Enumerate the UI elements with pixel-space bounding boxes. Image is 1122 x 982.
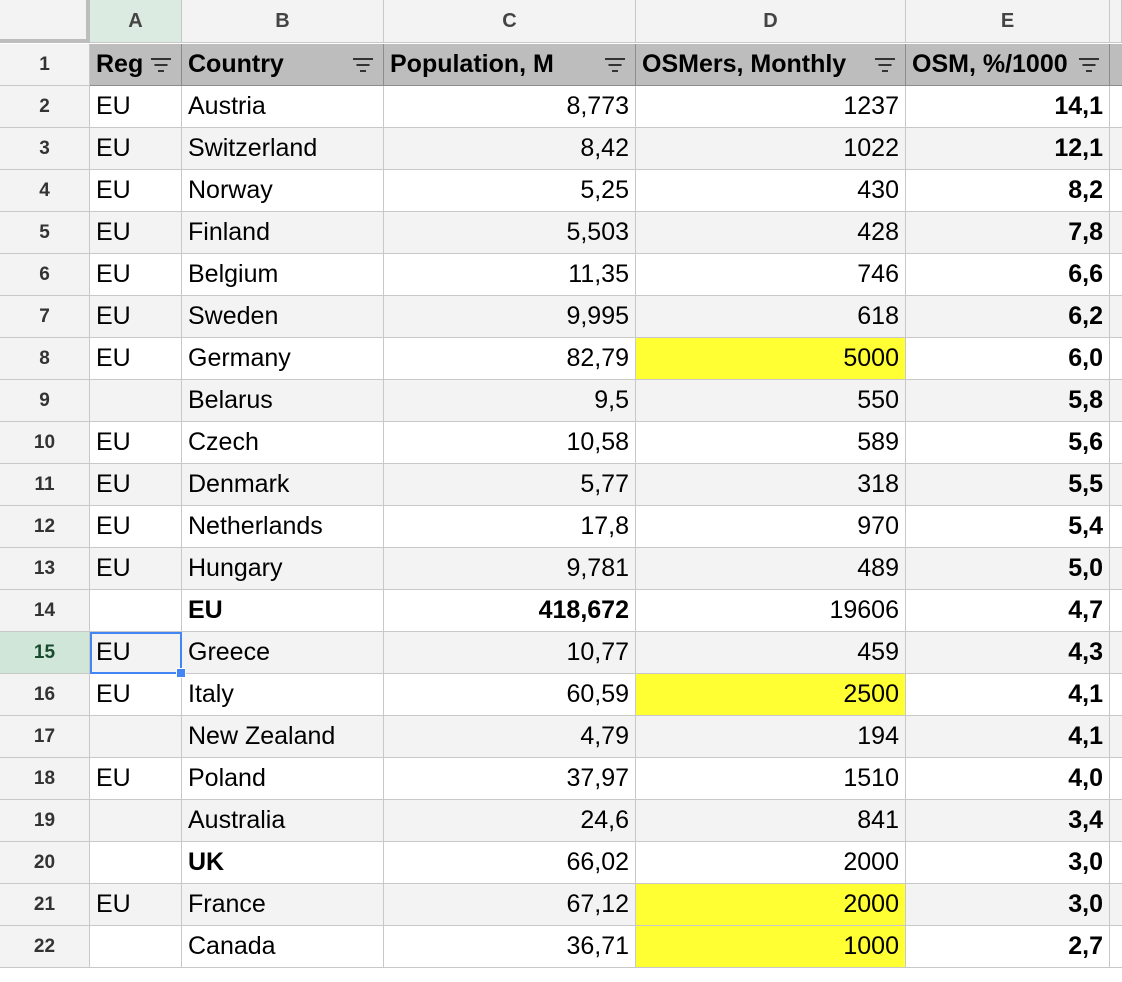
cell-population[interactable]: 8,773 <box>384 86 636 128</box>
cell-population[interactable]: 5,503 <box>384 212 636 254</box>
filter-icon[interactable] <box>149 55 173 75</box>
cell-region[interactable] <box>90 926 182 968</box>
cell-osm-pct[interactable]: 14,1 <box>906 86 1110 128</box>
cell-osm-pct[interactable]: 6,6 <box>906 254 1110 296</box>
cell-f-partial[interactable] <box>1110 212 1122 254</box>
cell-osm-pct[interactable]: 5,8 <box>906 380 1110 422</box>
filter-icon[interactable] <box>351 55 375 75</box>
cell-population[interactable]: 9,5 <box>384 380 636 422</box>
cell-region[interactable]: EU <box>90 212 182 254</box>
row-number[interactable]: 1 <box>0 44 90 86</box>
cell-osmers-monthly[interactable]: 428 <box>636 212 906 254</box>
row-number[interactable]: 20 <box>0 842 90 884</box>
table-row <box>0 254 1122 296</box>
cell-osmers-monthly[interactable]: 430 <box>636 170 906 212</box>
row-number[interactable]: 13 <box>0 548 90 590</box>
cell-osmers-monthly[interactable]: 489 <box>636 548 906 590</box>
cell-osm-pct[interactable]: 12,1 <box>906 128 1110 170</box>
cell-osmers-monthly[interactable]: 618 <box>636 296 906 338</box>
cell-country[interactable]: EU <box>182 590 384 632</box>
cell-region[interactable] <box>90 590 182 632</box>
cell-country[interactable]: Italy <box>182 674 384 716</box>
cell-osmers-monthly[interactable]: 1000 <box>636 926 906 968</box>
cell-osm-pct[interactable]: 4,3 <box>906 632 1110 674</box>
header-cell-population[interactable] <box>384 44 636 86</box>
column-header-d[interactable]: D <box>636 0 906 43</box>
row-number[interactable]: 6 <box>0 254 90 296</box>
cell-country[interactable]: Hungary <box>182 548 384 590</box>
cell-osmers-monthly[interactable]: 194 <box>636 716 906 758</box>
table-row <box>0 926 1122 968</box>
table-row <box>0 86 1122 128</box>
header-label: Population, M <box>390 50 554 78</box>
cell-osm-pct[interactable]: 3,0 <box>906 842 1110 884</box>
cell-f-partial[interactable] <box>1110 548 1122 590</box>
cell-country[interactable]: Denmark <box>182 464 384 506</box>
row-number[interactable]: 16 <box>0 674 90 716</box>
cell-population[interactable]: 66,02 <box>384 842 636 884</box>
cell-region[interactable]: EU <box>90 170 182 212</box>
cell-osm-pct[interactable]: 4,7 <box>906 590 1110 632</box>
cell-osmers-monthly[interactable]: 2000 <box>636 842 906 884</box>
table-row <box>0 758 1122 800</box>
cell-region[interactable]: EU <box>90 506 182 548</box>
cell-osmers-monthly[interactable]: 1022 <box>636 128 906 170</box>
cell-population[interactable]: 9,781 <box>384 548 636 590</box>
table-row <box>0 548 1122 590</box>
cell-osm-pct[interactable]: 4,1 <box>906 674 1110 716</box>
table-row <box>0 296 1122 338</box>
cell-f-partial[interactable] <box>1110 86 1122 128</box>
cell-country[interactable]: Belarus <box>182 380 384 422</box>
cell-country[interactable]: Switzerland <box>182 128 384 170</box>
cell-population[interactable]: 82,79 <box>384 338 636 380</box>
cell-population[interactable]: 4,79 <box>384 716 636 758</box>
cell-f-partial[interactable] <box>1110 716 1122 758</box>
cell-osm-pct[interactable]: 8,2 <box>906 170 1110 212</box>
cell-osmers-monthly[interactable]: 5000 <box>636 338 906 380</box>
table-row <box>0 506 1122 548</box>
row-number[interactable]: 19 <box>0 800 90 842</box>
header-cell-f-partial[interactable] <box>1110 44 1122 86</box>
cell-region[interactable]: EU <box>90 548 182 590</box>
cell-osm-pct[interactable]: 5,5 <box>906 464 1110 506</box>
header-cell-osm-pct[interactable] <box>906 44 1110 86</box>
header-label: Reg <box>96 50 144 78</box>
cell-f-partial[interactable] <box>1110 674 1122 716</box>
cell-f-partial[interactable] <box>1110 632 1122 674</box>
cell-country[interactable]: Austria <box>182 86 384 128</box>
cell-population[interactable]: 37,97 <box>384 758 636 800</box>
cell-country[interactable]: New Zealand <box>182 716 384 758</box>
cell-population[interactable]: 10,77 <box>384 632 636 674</box>
row-number[interactable]: 10 <box>0 422 90 464</box>
select-all-corner[interactable] <box>0 0 90 43</box>
cell-population[interactable]: 67,12 <box>384 884 636 926</box>
header-cell-reg[interactable] <box>90 44 182 86</box>
row-number[interactable]: 14 <box>0 590 90 632</box>
cell-population[interactable]: 11,35 <box>384 254 636 296</box>
cell-region[interactable]: EU <box>90 464 182 506</box>
cell-country[interactable]: UK <box>182 842 384 884</box>
column-header-f-partial[interactable] <box>1110 0 1122 43</box>
header-row <box>0 44 1122 86</box>
table-row <box>0 716 1122 758</box>
cell-osm-pct[interactable]: 3,0 <box>906 884 1110 926</box>
cell-country[interactable]: Australia <box>182 800 384 842</box>
cell-osmers-monthly[interactable]: 19606 <box>636 590 906 632</box>
cell-osmers-monthly[interactable]: 970 <box>636 506 906 548</box>
cell-osmers-monthly[interactable]: 2500 <box>636 674 906 716</box>
table-row <box>0 632 1122 674</box>
cell-country[interactable]: France <box>182 884 384 926</box>
table-row <box>0 842 1122 884</box>
cell-population[interactable]: 8,42 <box>384 128 636 170</box>
cell-region[interactable]: EU <box>90 674 182 716</box>
cell-osmers-monthly[interactable]: 550 <box>636 380 906 422</box>
cell-country[interactable]: Germany <box>182 338 384 380</box>
cell-f-partial[interactable] <box>1110 464 1122 506</box>
table-row <box>0 464 1122 506</box>
cell-osmers-monthly[interactable]: 318 <box>636 464 906 506</box>
cell-country[interactable]: Netherlands <box>182 506 384 548</box>
cell-f-partial[interactable] <box>1110 926 1122 968</box>
cell-population[interactable]: 9,995 <box>384 296 636 338</box>
cell-region[interactable] <box>90 800 182 842</box>
header-label: OSMers, Monthly <box>642 50 847 78</box>
cell-f-partial[interactable] <box>1110 842 1122 884</box>
row-number[interactable]: 7 <box>0 296 90 338</box>
cell-osmers-monthly[interactable]: 2000 <box>636 884 906 926</box>
header-label: OSM, %/1000 <box>912 50 1068 78</box>
cell-region[interactable]: EU <box>90 632 182 674</box>
table-row <box>0 212 1122 254</box>
cell-population[interactable]: 60,59 <box>384 674 636 716</box>
header-cell-osmers[interactable] <box>636 44 906 86</box>
cell-osm-pct[interactable]: 2,7 <box>906 926 1110 968</box>
cell-region[interactable]: EU <box>90 884 182 926</box>
column-header-e[interactable]: E <box>906 0 1110 43</box>
cell-population[interactable]: 5,77 <box>384 464 636 506</box>
cell-f-partial[interactable] <box>1110 254 1122 296</box>
header-label: Country <box>188 50 284 78</box>
cell-osm-pct[interactable]: 4,1 <box>906 716 1110 758</box>
row-number[interactable]: 3 <box>0 128 90 170</box>
cell-f-partial[interactable] <box>1110 506 1122 548</box>
row-number[interactable]: 4 <box>0 170 90 212</box>
cell-osm-pct[interactable]: 5,4 <box>906 506 1110 548</box>
row-number[interactable]: 22 <box>0 926 90 968</box>
table-row <box>0 800 1122 842</box>
cell-osm-pct[interactable]: 4,0 <box>906 758 1110 800</box>
cell-f-partial[interactable] <box>1110 590 1122 632</box>
cell-f-partial[interactable] <box>1110 758 1122 800</box>
row-number[interactable]: 18 <box>0 758 90 800</box>
cell-population[interactable]: 24,6 <box>384 800 636 842</box>
filter-icon[interactable] <box>873 55 897 75</box>
cell-population[interactable]: 418,672 <box>384 590 636 632</box>
cell-osm-pct[interactable]: 6,2 <box>906 296 1110 338</box>
cell-population[interactable]: 10,58 <box>384 422 636 464</box>
cell-f-partial[interactable] <box>1110 338 1122 380</box>
cell-osmers-monthly[interactable]: 1237 <box>636 86 906 128</box>
row-number[interactable]: 15 <box>0 632 90 674</box>
row-number[interactable]: 2 <box>0 86 90 128</box>
cell-country[interactable]: Norway <box>182 170 384 212</box>
cell-region[interactable]: EU <box>90 338 182 380</box>
selection-fill-handle[interactable] <box>176 668 186 678</box>
table-row <box>0 338 1122 380</box>
cell-region[interactable]: EU <box>90 254 182 296</box>
cell-population[interactable]: 5,25 <box>384 170 636 212</box>
cell-osmers-monthly[interactable]: 746 <box>636 254 906 296</box>
table-row <box>0 674 1122 716</box>
row-number[interactable]: 12 <box>0 506 90 548</box>
cell-osmers-monthly[interactable]: 459 <box>636 632 906 674</box>
cell-region[interactable] <box>90 716 182 758</box>
table-row <box>0 380 1122 422</box>
cell-f-partial[interactable] <box>1110 422 1122 464</box>
row-number[interactable]: 21 <box>0 884 90 926</box>
cell-osm-pct[interactable]: 5,0 <box>906 548 1110 590</box>
cell-f-partial[interactable] <box>1110 884 1122 926</box>
cell-osm-pct[interactable]: 3,4 <box>906 800 1110 842</box>
row-number[interactable]: 17 <box>0 716 90 758</box>
cell-country[interactable]: Czech <box>182 422 384 464</box>
row-number[interactable]: 9 <box>0 380 90 422</box>
cell-population[interactable]: 36,71 <box>384 926 636 968</box>
cell-country[interactable]: Belgium <box>182 254 384 296</box>
cell-osmers-monthly[interactable]: 1510 <box>636 758 906 800</box>
cell-f-partial[interactable] <box>1110 380 1122 422</box>
table-row <box>0 884 1122 926</box>
filter-icon[interactable] <box>603 55 627 75</box>
cell-population[interactable]: 17,8 <box>384 506 636 548</box>
cell-osm-pct[interactable]: 5,6 <box>906 422 1110 464</box>
cell-region[interactable]: EU <box>90 758 182 800</box>
cell-region[interactable]: EU <box>90 422 182 464</box>
cell-country[interactable]: Greece <box>182 632 384 674</box>
column-header-row <box>0 0 1122 44</box>
cell-f-partial[interactable] <box>1110 296 1122 338</box>
cell-region[interactable] <box>90 842 182 884</box>
cell-country[interactable]: Finland <box>182 212 384 254</box>
cell-osm-pct[interactable]: 6,0 <box>906 338 1110 380</box>
cell-region[interactable] <box>90 380 182 422</box>
row-number[interactable]: 11 <box>0 464 90 506</box>
column-header-c[interactable]: C <box>384 0 636 43</box>
column-header-a[interactable]: A <box>90 0 182 43</box>
cell-region[interactable]: EU <box>90 86 182 128</box>
cell-country[interactable]: Canada <box>182 926 384 968</box>
table-row <box>0 590 1122 632</box>
table-row <box>0 170 1122 212</box>
filter-icon[interactable] <box>1077 55 1101 75</box>
table-row <box>0 128 1122 170</box>
cell-osmers-monthly[interactable]: 841 <box>636 800 906 842</box>
cell-osmers-monthly[interactable]: 589 <box>636 422 906 464</box>
cell-country[interactable]: Poland <box>182 758 384 800</box>
cell-f-partial[interactable] <box>1110 128 1122 170</box>
row-number[interactable]: 5 <box>0 212 90 254</box>
cell-region[interactable]: EU <box>90 128 182 170</box>
table-row <box>0 422 1122 464</box>
row-number[interactable]: 8 <box>0 338 90 380</box>
cell-country[interactable]: Sweden <box>182 296 384 338</box>
cell-region[interactable]: EU <box>90 296 182 338</box>
cell-osm-pct[interactable]: 7,8 <box>906 212 1110 254</box>
header-cell-country[interactable] <box>182 44 384 86</box>
cell-f-partial[interactable] <box>1110 800 1122 842</box>
column-header-b[interactable]: B <box>182 0 384 43</box>
cell-f-partial[interactable] <box>1110 170 1122 212</box>
